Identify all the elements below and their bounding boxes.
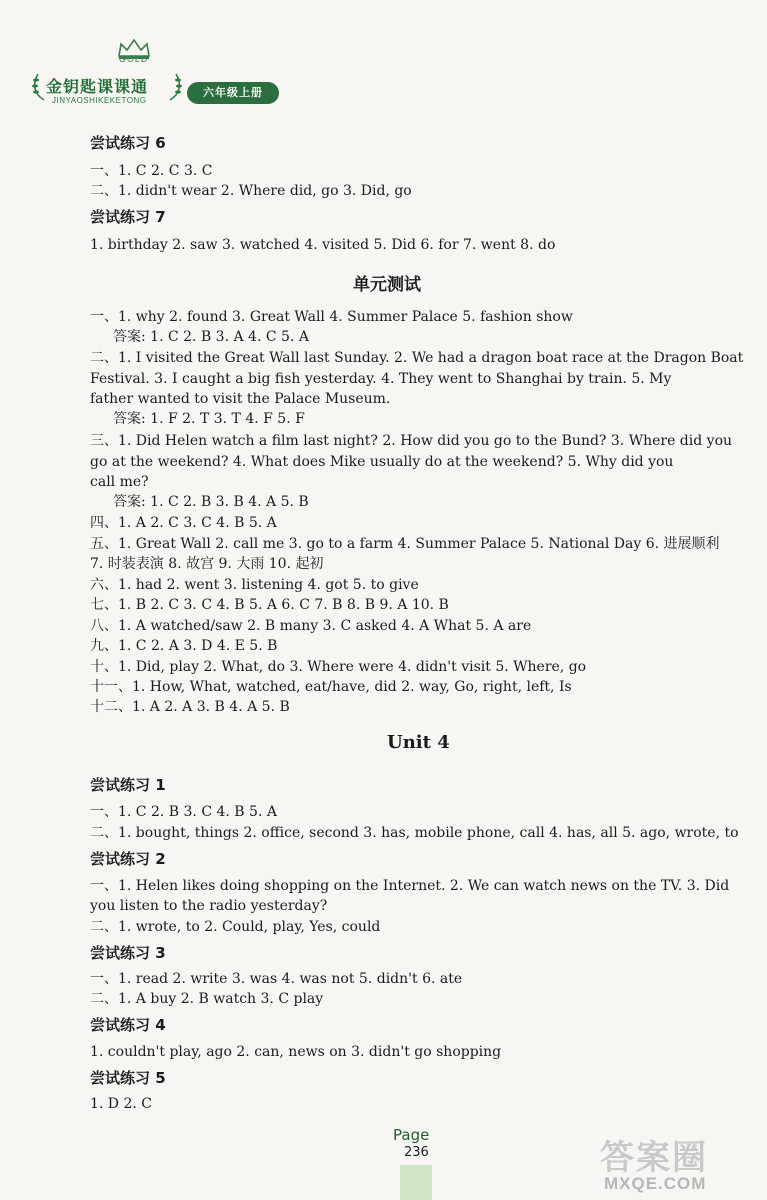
page-number: 236 bbox=[404, 1145, 429, 1160]
answer-line: you listen to the radio yesterday? bbox=[90, 898, 328, 914]
answer-line: 二、1. bought, things 2. office, second 3. has, mobile phone, call 4. has, all 5. ago, wrote, to bbox=[90, 825, 739, 841]
answer-line: 七、1. B 2. C 3. C 4. B 5. A 6. C 7. B 8. B 9. A 10. B bbox=[90, 597, 449, 613]
heading-practice-7: 尝试练习 7 bbox=[90, 208, 166, 226]
brand-pinyin: JINYAOSHIKEKETONG bbox=[52, 96, 147, 105]
answer-line: 九、1. C 2. A 3. D 4. E 5. B bbox=[90, 638, 278, 654]
heading-u4-practice-2: 尝试练习 2 bbox=[90, 850, 166, 868]
watermark-text: 答案圈 bbox=[600, 1138, 708, 1178]
answer-line: 六、1. had 2. went 3. listening 4. got 5. to give bbox=[90, 577, 419, 593]
answer-line: 二、1. didn't wear 2. Where did, go 3. Did, go bbox=[90, 183, 412, 199]
answer-line: 二、1. A buy 2. B watch 3. C play bbox=[90, 991, 324, 1007]
laurel-right-icon bbox=[168, 72, 184, 102]
page-tab-strip bbox=[400, 1165, 432, 1200]
answer-line: 二、1. I visited the Great Wall last Sunday. 2. We had a dragon boat race at the Dragon Boat bbox=[90, 350, 744, 366]
brand-name: 金钥匙课课通 bbox=[46, 77, 149, 96]
answer-line: 八、1. A watched/saw 2. B many 3. C asked 4. A What 5. A are bbox=[90, 618, 532, 634]
answer-line: 一、1. C 2. B 3. C 4. B 5. A bbox=[90, 804, 277, 820]
heading-practice-6: 尝试练习 6 bbox=[90, 134, 166, 152]
page-label: Page bbox=[393, 1126, 430, 1144]
answer-line: 一、1. C 2. C 3. C bbox=[90, 163, 213, 179]
heading-unit-test: 单元测试 bbox=[353, 275, 421, 295]
answer-line: 五、1. Great Wall 2. call me 3. go to a farm 4. Summer Palace 5. National Day 6. 进展顺利 bbox=[90, 536, 720, 552]
answer-line: call me? bbox=[90, 474, 149, 490]
answer-line: 四、1. A 2. C 3. C 4. B 5. A bbox=[90, 515, 277, 531]
logo-gold-text: GOLD bbox=[119, 54, 149, 64]
answer-line: father wanted to visit the Palace Museum. bbox=[90, 391, 391, 407]
answer-key-line: 答案: 1. C 2. B 3. A 4. C 5. A bbox=[113, 329, 309, 345]
answer-line: 二、1. wrote, to 2. Could, play, Yes, could bbox=[90, 919, 381, 935]
answer-line: 十二、1. A 2. A 3. B 4. A 5. B bbox=[90, 699, 290, 715]
answer-key-line: 答案: 1. F 2. T 3. T 4. F 5. F bbox=[113, 411, 305, 427]
watermark-url: MXQE.COM bbox=[604, 1174, 707, 1193]
answer-line: go at the weekend? 4. What does Mike usually do at the weekend? 5. Why did you bbox=[90, 454, 674, 470]
answer-line: 十一、1. How, What, watched, eat/have, did 2. way, Go, right, left, Is bbox=[90, 679, 572, 695]
heading-u4-practice-1: 尝试练习 1 bbox=[90, 776, 166, 794]
answer-line: 一、1. Helen likes doing shopping on the Internet. 2. We can watch news on the TV. 3. Did bbox=[90, 878, 730, 894]
heading-u4-practice-4: 尝试练习 4 bbox=[90, 1016, 166, 1034]
answer-line: 7. 时装表演 8. 故宫 9. 大雨 10. 起初 bbox=[90, 556, 324, 572]
answer-line: 1. birthday 2. saw 3. watched 4. visited 5. Did 6. for 7. went 8. do bbox=[90, 237, 556, 253]
answer-line: 一、1. why 2. found 3. Great Wall 4. Summer Palace 5. fashion show bbox=[90, 309, 573, 325]
answer-line: 三、1. Did Helen watch a film last night? 2. How did you go to the Bund? 3. Where did you bbox=[90, 433, 733, 449]
answer-line: 十、1. Did, play 2. What, do 3. Where were 4. didn't visit 5. Where, go bbox=[90, 659, 587, 675]
heading-u4-practice-5: 尝试练习 5 bbox=[90, 1069, 166, 1087]
grade-badge: 六年级上册 bbox=[187, 82, 279, 104]
answer-line: Festival. 3. I caught a big fish yesterday. 4. They went to Shanghai by train. 5. My bbox=[90, 371, 672, 387]
answer-line: 1. couldn't play, ago 2. can, news on 3. didn't go shopping bbox=[90, 1044, 502, 1060]
watermark bbox=[600, 1130, 760, 1198]
laurel-left-icon bbox=[30, 72, 46, 102]
answer-key-line: 答案: 1. C 2. B 3. B 4. A 5. B bbox=[113, 494, 309, 510]
answer-line: 一、1. read 2. write 3. was 4. was not 5. didn't 6. ate bbox=[90, 971, 463, 987]
heading-unit-4: Unit 4 bbox=[387, 732, 450, 753]
heading-u4-practice-3: 尝试练习 3 bbox=[90, 944, 166, 962]
answer-line: 1. D 2. C bbox=[90, 1096, 153, 1112]
publisher-logo bbox=[18, 38, 288, 108]
